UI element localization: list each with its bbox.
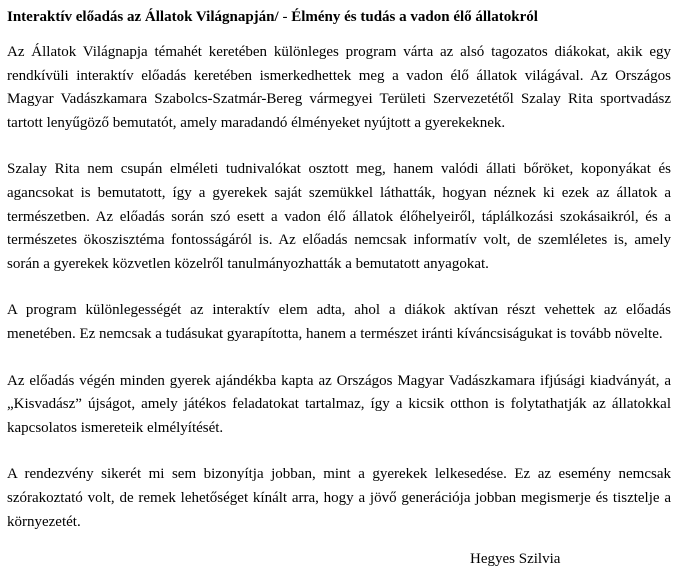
paragraph-conclusion: A rendezvény sikerét mi sem bizonyítja jobban, mint a gyerekek lelkesedése. Ez az esemény nemcsak szórakoztató volt, de remek lehetőséget kínált arra, hogy a jövő generációja jobban megismerje és tisztelje a környezetét.	[7, 466, 671, 530]
article-title-subtitle: Élmény és tudás a vadon élő állatokról	[291, 9, 538, 25]
paragraph-presentation: Szalay Rita nem csupán elméleti tudnivalókat osztott meg, hanem valódi állati bőröket, koponyákat és agancsokat is bemutatott, így a gyerekek saját szemükkel láthatták, hogyan néznek ki ezek az állatok a természetben. Az előadás során szó esett a vadon élő állatok élőhelyeiről, táplálkozási szokásaikról, és a természetes ökoszisztéma fontosságáról is. Az előadás nemcsak informatív volt, de szemléletes is, amely során a gyerekek közvetlen közelről tanulmányozhatták a bemutatott anyagokat.	[7, 161, 671, 272]
article-title-separator: -	[278, 9, 292, 25]
paragraph-interactive: A program különlegességét az interaktív elem adta, ahol a diákok aktívan részt vehettek az előadás menetében. Ez nemcsak a tudásukat gyarapította, hanem a természet iránti kíváncsiságukat is tovább növelte.	[7, 302, 671, 342]
author-signature: Hegyes Szilvia	[470, 551, 561, 567]
paragraph-gift: Az előadás végén minden gyerek ajándékba kapta az Országos Magyar Vadászkamara ifjúsági kiadványát, a „Kisvadász” újságot, amely játékos feladatokat tartalmaz, így a kicsik otthon is folytathatják az állatokkal kapcsolatos ismereteik elmélyítését.	[7, 372, 671, 436]
paragraph-intro: Az Állatok Világnapja témahét keretében különleges program várta az alsó tagozatos diákokat, akik egy rendkívüli interaktív előadás keretében ismerkedhettek meg a vadon élő állatok világával. Az Országos Magyar Vadászkamara Szabolcs-Szatmár-Bereg vármegyei Területi Szervezetétől Szalay Rita sportvadász tartott lenyűgöző bemutatót, amely maradandó élményeket nyújtott a gyerekeknek.	[7, 44, 671, 131]
article-title	[7, 5, 671, 29]
article-title-main: Interaktív előadás az Állatok Világnapján/	[7, 9, 279, 25]
article	[7, 5, 671, 557]
